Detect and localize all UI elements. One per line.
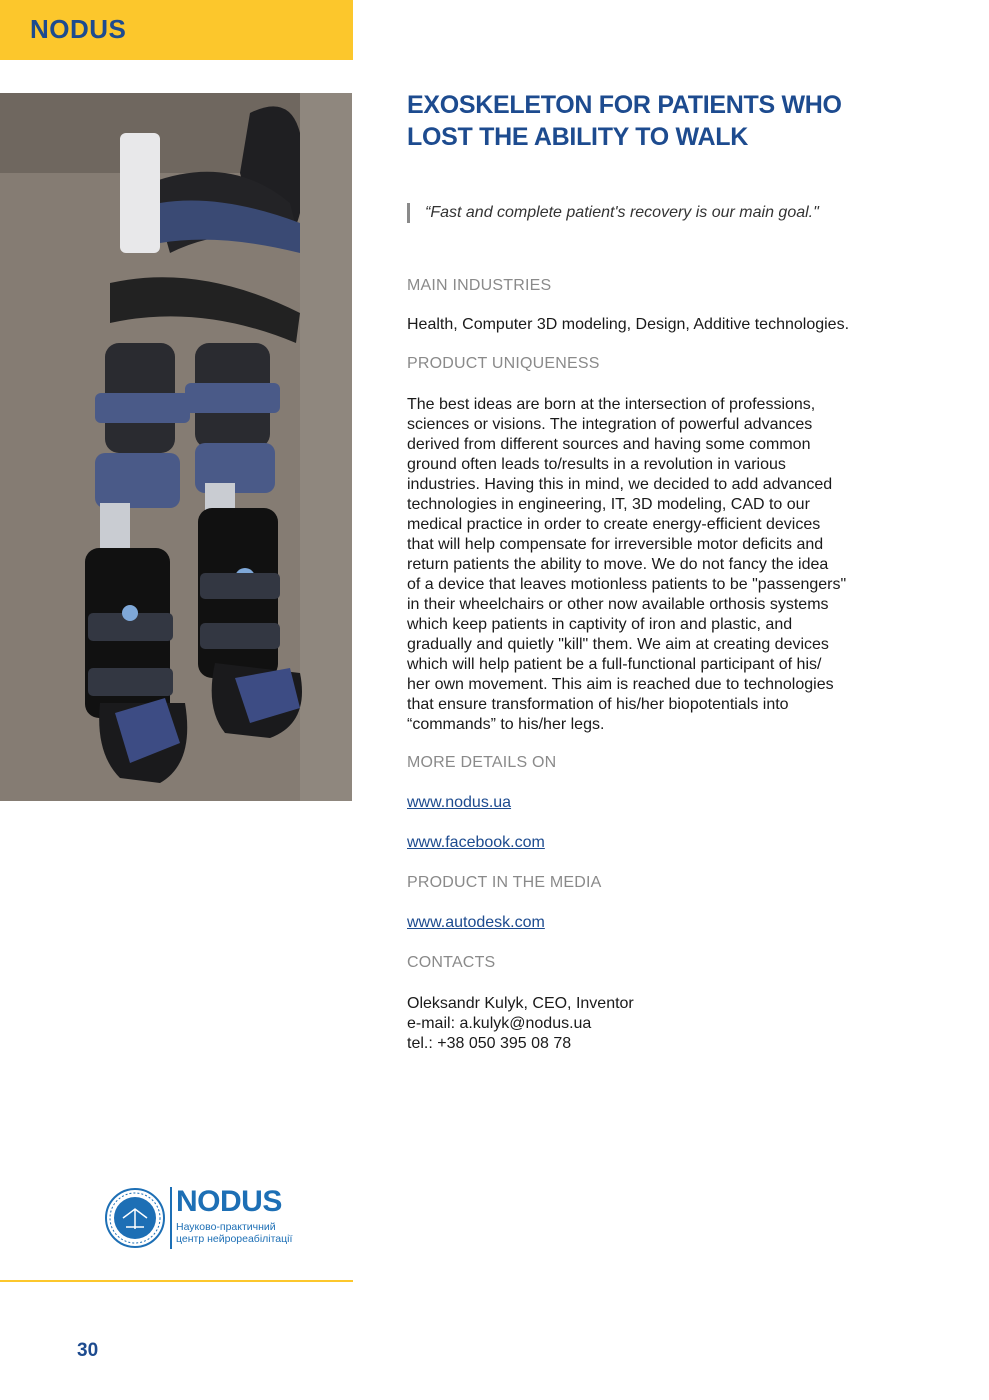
logo-divider [170,1187,172,1249]
logo-name: NODUS [176,1185,282,1218]
uniqueness-line: The best ideas are born at the intersection of professions, [407,396,816,413]
uniqueness-line: technologies in engineering, IT, 3D modeling, CAD to our [407,496,810,513]
contact-email: e-mail: a.kulyk@nodus.ua [407,1015,592,1032]
page-number: 30 [77,1340,99,1361]
exoskeleton-photo [0,93,352,801]
nodus-logo [104,1187,304,1251]
header-brand: NODUS [30,14,127,44]
uniqueness-line: of a device that leaves motionless patients to be "passengers" [407,576,847,593]
uniqueness-line: medical practice in order to create energy-efficient devices [407,516,821,533]
title-line-1: EXOSKELETON FOR PATIENTS WHO [407,91,842,119]
more-details-label: MORE DETAILS ON [407,754,557,771]
title-line-2: LOST THE ABILITY TO WALK [407,123,748,151]
uniqueness-line: derived from different sources and having some common [407,436,811,453]
uniqueness-line: return patients the ability to move. We do not fancy the idea [407,556,829,573]
autodesk-link[interactable]: www.autodesk.com [407,914,545,931]
nodus-website-link[interactable]: www.nodus.ua [407,794,512,811]
contacts-block [407,994,897,1054]
contacts-label: CONTACTS [407,954,496,971]
main-industries-label: MAIN INDUSTRIES [407,277,552,294]
article-title [407,89,927,153]
uniqueness-line: gradually and quietly "kill" them. We aim at creating devices [407,636,829,653]
uniqueness-line: that will help compensate for irreversible motor deficits and [407,536,824,553]
logo-subtitle-line-1: Науково-практичний [176,1221,276,1233]
main-industries-text: Health, Computer 3D modeling, Design, Additive technologies. [407,316,850,333]
logo-subtitle [176,1221,316,1245]
uniqueness-line: sciences or visions. The integration of powerful advances [407,416,813,433]
uniqueness-line: which keep patients in captivity of iron and plastic, and [407,616,793,633]
uniqueness-line: that ensure transformation of his/her biopotentials into [407,696,789,713]
seal-icon [104,1187,166,1249]
uniqueness-line: which will help patient be a full-functional participant of his/ [407,656,822,673]
contact-phone: tel.: +38 050 395 08 78 [407,1035,572,1052]
uniqueness-text [407,395,897,735]
uniqueness-line: in their wheelchairs or other now available orthosis systems [407,596,829,613]
header-band [0,0,353,60]
pull-quote: “Fast and complete patient's recovery is our main goal." [407,203,945,223]
footer-rule [0,1280,353,1282]
media-label: PRODUCT IN THE MEDIA [407,874,602,891]
uniqueness-line: “commands” to his/her legs. [407,716,605,733]
facebook-link[interactable]: www.facebook.com [407,834,545,851]
uniqueness-line: industries. Having this in mind, we decided to add advanced [407,476,833,493]
uniqueness-line: her own movement. This aim is reached due to technologies [407,676,834,693]
logo-subtitle-line-2: центр нейрореабілітації [176,1233,293,1245]
uniqueness-label: PRODUCT UNIQUENESS [407,355,600,372]
uniqueness-line: ground often leads to/results in a revolution in various [407,456,786,473]
contact-name: Oleksandr Kulyk, CEO, Inventor [407,995,634,1012]
